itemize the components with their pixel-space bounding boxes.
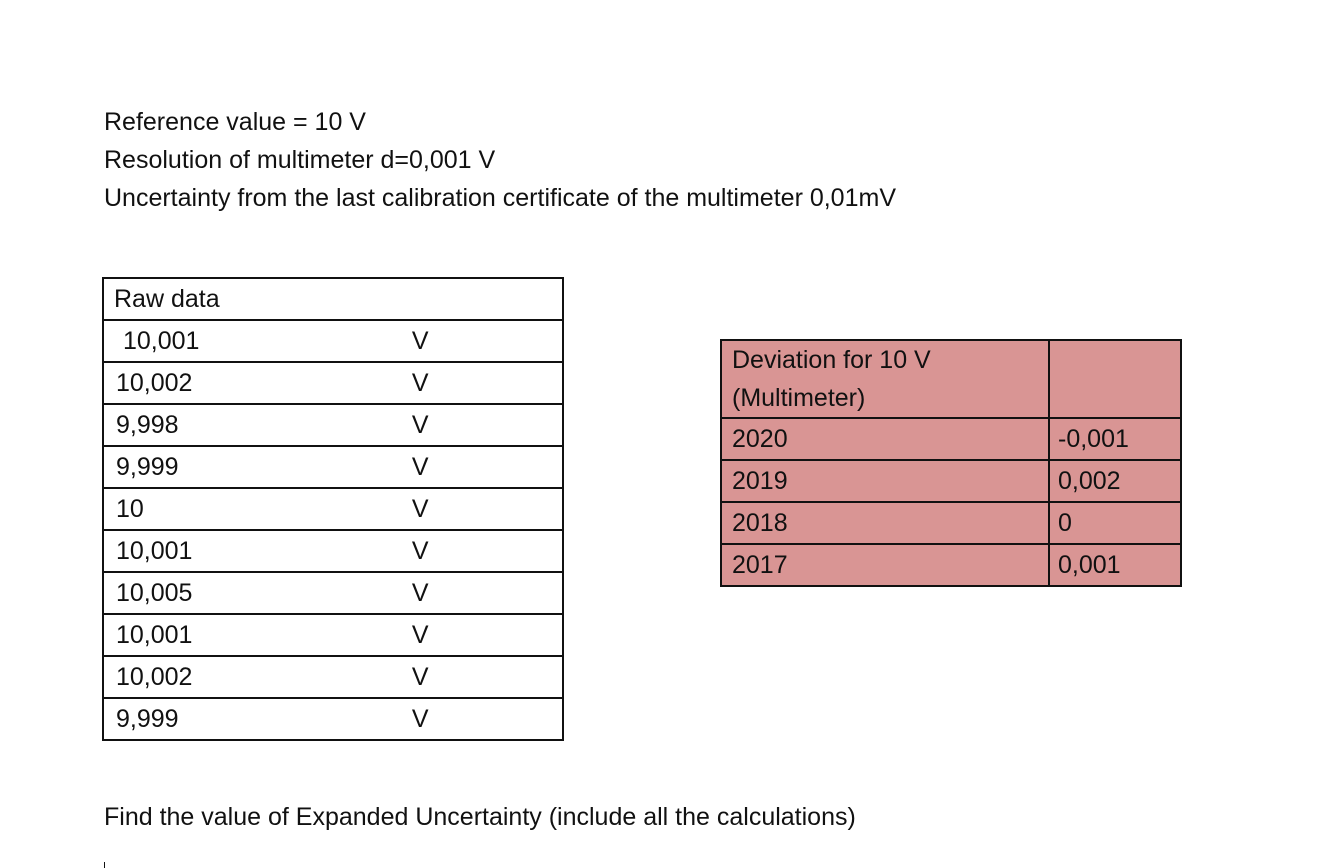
table-row — [103, 530, 563, 572]
raw-value-cell: 9,998 — [103, 404, 295, 446]
unit-cell: V — [295, 404, 563, 446]
deviation-header — [721, 340, 1049, 418]
table-row — [103, 320, 563, 362]
table-row — [103, 572, 563, 614]
question-text: Find the value of Expanded Uncertainty (include all the calculations) — [104, 803, 856, 831]
deviation-value-cell: 0 — [1049, 502, 1181, 544]
unit-cell: V — [295, 488, 563, 530]
deviation-header-line1: Deviation for 10 V — [732, 346, 931, 374]
raw-value-cell: 10,002 — [103, 362, 295, 404]
calibration-uncertainty-text: Uncertainty from the last calibration certificate of the multimeter 0,01mV — [104, 184, 896, 212]
raw-value-cell: 10 — [103, 488, 295, 530]
table-row — [721, 460, 1181, 502]
deviation-value-cell: 0,001 — [1049, 544, 1181, 586]
year-cell: 2019 — [721, 460, 1049, 502]
table-row — [103, 614, 563, 656]
raw-value-cell: 10,001 — [103, 530, 295, 572]
table-header-row — [103, 278, 563, 320]
unit-cell: V — [295, 656, 563, 698]
table-row — [103, 698, 563, 740]
unit-cell: V — [295, 698, 563, 740]
deviation-header-value — [1049, 340, 1181, 418]
unit-cell: V — [295, 572, 563, 614]
raw-data-table — [102, 277, 564, 741]
raw-value-cell: 10,001 — [103, 614, 295, 656]
table-row — [103, 362, 563, 404]
raw-value-cell: 10,005 — [103, 572, 295, 614]
reference-value-text: Reference value = 10 V — [104, 108, 366, 136]
table-row — [103, 404, 563, 446]
deviation-value-cell: 0,002 — [1049, 460, 1181, 502]
raw-value-cell: 9,999 — [103, 698, 295, 740]
year-cell: 2017 — [721, 544, 1049, 586]
unit-cell: V — [295, 614, 563, 656]
table-row — [721, 544, 1181, 586]
table-row — [721, 502, 1181, 544]
unit-cell: V — [295, 530, 563, 572]
raw-value-cell: 9,999 — [103, 446, 295, 488]
table-row — [103, 446, 563, 488]
raw-data-header: Raw data — [103, 278, 563, 320]
table-row — [721, 418, 1181, 460]
deviation-value-cell: -0,001 — [1049, 418, 1181, 460]
year-cell: 2020 — [721, 418, 1049, 460]
raw-value-cell: 10,002 — [103, 656, 295, 698]
deviation-table — [720, 339, 1182, 587]
raw-value-cell: 10,001 — [103, 320, 295, 362]
unit-cell: V — [295, 320, 563, 362]
table-header-row — [721, 340, 1181, 418]
text-cursor — [104, 862, 105, 868]
resolution-text: Resolution of multimeter d=0,001 V — [104, 146, 496, 174]
year-cell: 2018 — [721, 502, 1049, 544]
table-row — [103, 488, 563, 530]
deviation-header-line2: (Multimeter) — [732, 384, 866, 412]
unit-cell: V — [295, 446, 563, 488]
problem-statement — [104, 103, 896, 217]
table-row — [103, 656, 563, 698]
unit-cell: V — [295, 362, 563, 404]
